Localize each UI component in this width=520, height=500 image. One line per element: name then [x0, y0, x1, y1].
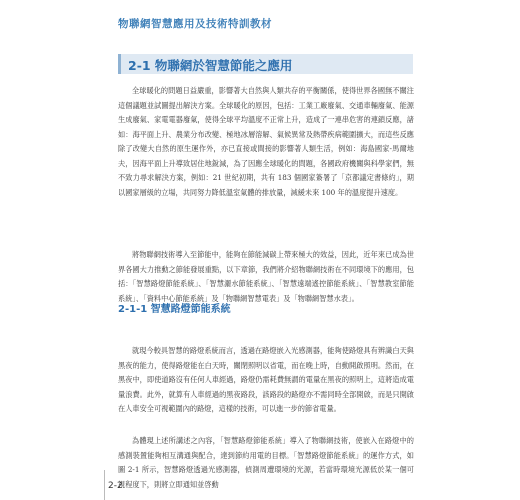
section-heading: 2-1 物聯網於智慧節能之應用: [128, 58, 293, 73]
body-paragraph: 就現今較具智慧的路燈系統而言，透過在路燈嵌入光感測器，能夠使路燈具有辨識白天與黑夜的能力，使得路燈能在白天時，關閉照明以省電，而在晚上時，自動開啟照明。然而，在黑夜中，即使道路沒有任何人車經過，路燈仍需耗費無謂的電量在黑夜的照明上，這將造成電量浪費。此外，就算有人車經過的黑夜路段，該路段的路燈亦不需同時全部開啟，而是只開啟在人車安全可視範圍內的路燈，這樣的技術，可以進一步的節省電量。: [118, 346, 414, 413]
subsection-heading: 2-1-1 智慧路燈節能系統: [118, 304, 231, 315]
body-paragraph: 全球暖化的問題日益嚴重，影響著大自然與人類共存的平衡關係，使得世界各國無不關注這個議題並試圖提出解決方案。全球暖化的原因，包括：工業工廠廢氣、交通車輛廢氣、能源生成廢氣、家電電器廢氣，使得全球平均溫度不正常上升，造成了一連串危害的連鎖反應，諸如：海平面上升、農業分布改變、極地冰層溶解、氣候異常及熱帶疾病範圍擴大，而這些反應除了改變大自然的原生運作外，亦已直接或間接的影響著人類生活，例如：海島國家-馬爾地夫，因海平面上升導致居住地銳減，為了因應全球暖化的問題，各國政府機關與科學家們，無不致力尋求解決方案，例如：21 世紀初期，共有 183 個國家簽署了「京都議定書條約」，期以國家層級的立場，共同努力降低溫室氣體的排放量，減緩未來 100 年的溫度提升速度。: [118, 86, 414, 197]
page-number-rule: [104, 470, 105, 500]
page-number: 2-2: [108, 481, 123, 491]
running-header: 物聯網智慧應用及技術特訓教材: [118, 18, 272, 30]
body-paragraph: 將物聯網技術導入至節能中，能夠在節能減碳上帶來極大的效益，因此，近年來已成為世界各國大力推動之節能發展重點，以下章節，我們將介紹物聯網技術在不同環境下的應用，包括：「智慧路燈節能系統」、「智慧灑水節能系統」、「智慧遠端遙控節能系統」、「智慧教室節能系統」、「資料中心節能系統」及「物聯網智慧電表」及「物聯網智慧水表」。: [118, 250, 414, 303]
body-paragraph: 為體現上述所講述之內容，「智慧路燈節能系統」導入了物聯網技術，使嵌入在路燈中的感測裝置能夠相互溝通與配合，達到節約用電的目標。「智慧路燈節能系統」的運作方式，如圖 2-1 所示，智慧路燈透過光感測器，偵測周遭環境的光源，若當時環境光源低於某一個可視程度下，則將立即通知並啓動: [118, 436, 414, 489]
